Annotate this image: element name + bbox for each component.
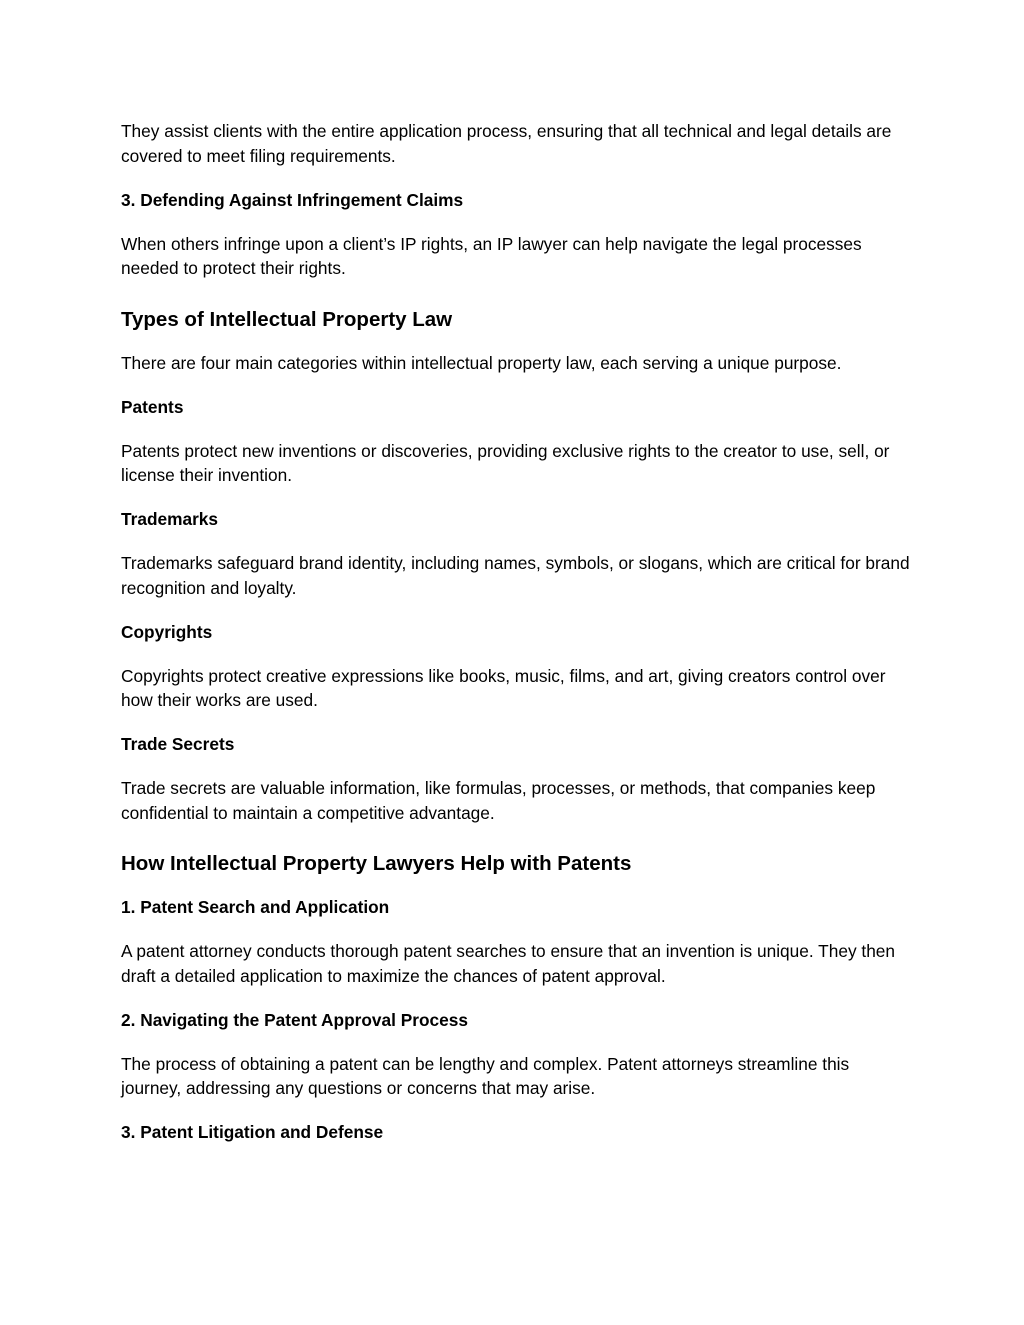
paragraph-patent-search: A patent attorney conducts thorough patent searches to ensure that an invention is unique. They then draft a detailed application to maximize the chances of patent approval. [121,941,896,986]
paragraph-trademarks: Trademarks safeguard brand identity, including names, symbols, or slogans, which are critical for brand recognition and loyalty. [121,553,910,598]
paragraph-application-assist: They assist clients with the entire application process, ensuring that all technical and legal details are covered to meet filing requirements. [121,121,892,166]
subheading-copyrights: Copyrights [121,621,213,642]
subheading-patent-litigation: 3. Patent Litigation and Defense [121,1122,384,1142]
subheading-defending-infringement: 3. Defending Against Infringement Claims [121,189,464,210]
subheading-trademarks: Trademarks [121,509,219,529]
paragraph-infringement: When others infringe upon a client’s IP rights, an IP lawyer can help navigate the legal processes needed to protect their rights. [121,233,862,278]
paragraph-four-categories: There are four main categories within intellectual property law, each serving a unique purpose. [121,352,842,373]
subheading-patent-search: 1. Patent Search and Application [121,897,390,917]
subheading-patents: Patents [121,396,184,417]
document-body [121,119,911,1145]
heading-how-ip-lawyers-help: How Intellectual Property Lawyers Help with Patents [121,852,632,875]
paragraph-trade-secrets: Trade secrets are valuable information, like formulas, processes, or methods, that companies keep confidential to maintain a competitive advantage. [121,778,876,823]
subheading-trade-secrets: Trade Secrets [121,734,235,754]
subheading-patent-approval: 2. Navigating the Patent Approval Process [121,1009,469,1030]
paragraph-patent-approval: The process of obtaining a patent can be lengthy and complex. Patent attorneys streamline this journey, addressing any questions or concerns that may arise. [121,1053,850,1098]
paragraph-patents: Patents protect new inventions or discoveries, providing exclusive rights to the creator to use, sell, or license their invention. [121,440,890,485]
heading-types-of-ip-law: Types of Intellectual Property Law [121,307,453,331]
paragraph-copyrights: Copyrights protect creative expressions like books, music, films, and art, giving creators control over how their works are used. [121,665,886,710]
